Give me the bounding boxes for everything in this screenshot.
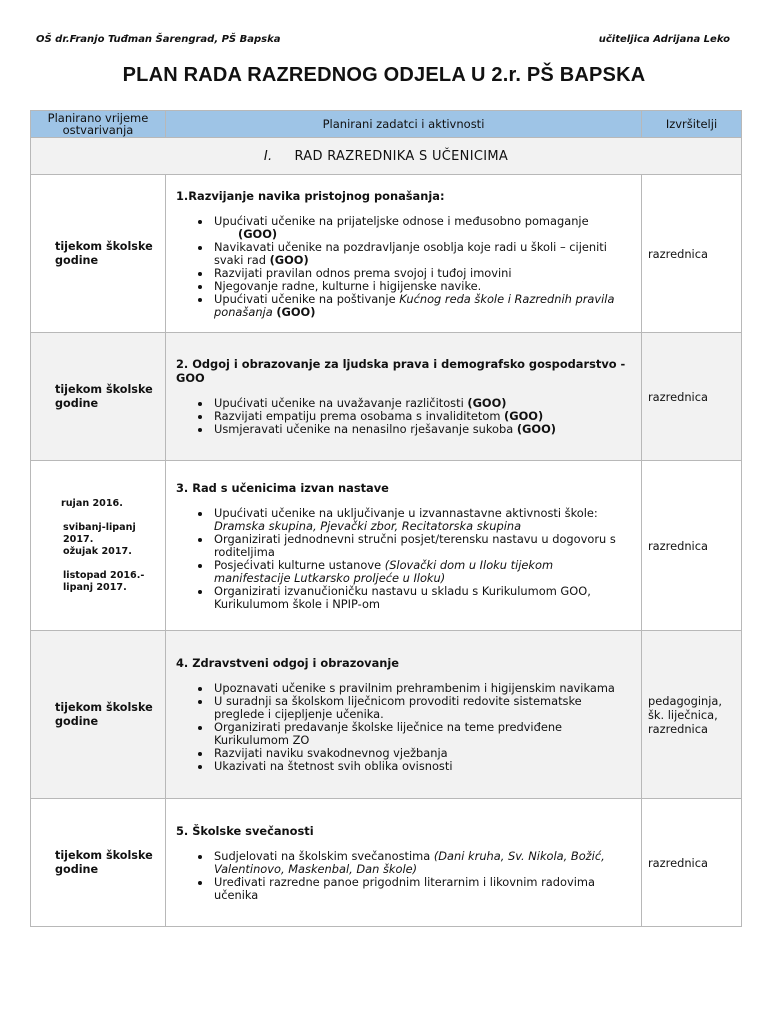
list-item: • Posjećivati kulturne ustanove (Slovački dom u Iloku tijekom manifestacije Lutkarsko proljeće u Iloku) (212, 559, 633, 585)
table-row (31, 799, 742, 927)
list-item: • Organizirati predavanje školske liječnice na teme predviđene Kurikulumom ZO (212, 721, 633, 747)
who-cell: razrednica (642, 333, 742, 461)
page-title: PLAN RADA RAZREDNOG ODJELA U 2.r. PŠ BAPSKA (122, 64, 646, 86)
section-title (31, 138, 742, 175)
section-label: RAD RAZREDNIKA S UČENICIMA (294, 148, 509, 164)
section-row (31, 138, 742, 175)
date-label: ožujak 2017. (63, 545, 132, 557)
who-cell: pedagoginja, šk. liječnica, razrednica (642, 631, 742, 799)
list-item: • Navikavati učenike na pozdravljanje osoblja koje radi u školi – cijeniti svaki rad (GOO) (212, 241, 633, 267)
task-title: 4. Zdravstveni odgoj i obrazovanje (176, 656, 400, 670)
list-item: • Ukazivati na štetnost svih oblika ovisnosti (212, 760, 633, 773)
who-cell: razrednica (642, 461, 742, 631)
plan-table (30, 110, 742, 927)
tasks-cell (166, 631, 642, 799)
list-item: • Usmjeravati učenike na nenasilno rješavanje sukoba (GOO) (212, 423, 633, 436)
table-row (31, 333, 742, 461)
tasks-cell (166, 799, 642, 927)
column-header-time: Planirano vrijeme ostvarivanja (31, 111, 166, 138)
list-item: • Razvijati pravilan odnos prema svojoj i tuđoj imovini (212, 267, 633, 280)
task-list (176, 682, 633, 773)
task-list (176, 215, 633, 319)
header-teacher: učiteljica Adrijana Leko (598, 34, 730, 45)
tasks-cell (166, 461, 642, 631)
task-title: 2. Odgoj i obrazovanje za ljudska prava i demografsko gospodarstvo - GOO (176, 357, 626, 385)
list-item: • Njegovanje radne, kulturne i higijenske navike. (212, 280, 633, 293)
date-label: svibanj-lipanj 2017. (63, 521, 136, 545)
time-cell (31, 461, 166, 631)
task-list (176, 850, 633, 902)
time-cell: tijekom školske godine (31, 799, 166, 927)
date-label: listopad 2016.- lipanj 2017. (63, 569, 145, 593)
list-item: • Razvijati naviku svakodnevnog vježbanja (212, 747, 633, 760)
time-cell: tijekom školske godine (31, 333, 166, 461)
list-item: • Upućivati učenike na prijateljske odnose i međusobno pomaganje (GOO) (212, 215, 633, 241)
time-cell: tijekom školske godine (31, 631, 166, 799)
list-item: • Razvijati empatiju prema osobama s invaliditetom (GOO) (212, 410, 633, 423)
list-item: • Upoznavati učenike s pravilnim prehrambenim i higijenskim navikama (212, 682, 633, 695)
list-item: • Organizirati jednodnevni stručni posjet/terensku nastavu u dogovoru s roditeljima (212, 533, 633, 559)
list-item: • Uređivati razredne panoe prigodnim literarnim i likovnim radovima učenika (212, 876, 633, 902)
tasks-cell (166, 175, 642, 333)
list-item: • U suradnji sa školskom liječnicom provoditi redovite sistematske preglede i cijepljenje učenika. (212, 695, 633, 721)
column-header-who: Izvršitelji (642, 111, 742, 138)
task-list (176, 397, 633, 436)
column-header-tasks: Planirani zadatci i aktivnosti (166, 111, 642, 138)
list-item: • Upućivati učenike na uvažavanje različitosti (GOO) (212, 397, 633, 410)
task-list (176, 507, 633, 611)
header-school: OŠ dr.Franjo Tuđman Šarengrad, PŠ Bapska (36, 34, 281, 45)
task-title: 1.Razvijanje navika pristojnog ponašanja: (176, 188, 445, 203)
table-header-row (31, 111, 742, 138)
list-item: • Upućivati učenike na poštivanje Kućnog reda škole i Razrednih pravila ponašanja (GOO) (212, 293, 633, 319)
time-cell: tijekom školske godine (31, 175, 166, 333)
list-item: • Sudjelovati na školskim svečanostima (Dani kruha, Sv. Nikola, Božić, Valentinovo, Maskenbal, Dan škole) (212, 850, 633, 876)
task-title: 5. Školske svečanosti (176, 823, 314, 838)
task-title: 3. Rad s učenicima izvan nastave (176, 480, 389, 495)
table-row (31, 175, 742, 333)
list-item: • Upućivati učenike na uključivanje u izvannastavne aktivnosti škole: Dramska skupina, Pjevački zbor, Recitatorska skupina (212, 507, 633, 533)
who-cell: razrednica (642, 175, 742, 333)
list-item: • Organizirati izvanučioničku nastavu u skladu s Kurikulumom GOO, Kurikulumom škole i NPIP-om (212, 585, 633, 611)
table-row (31, 461, 742, 631)
section-number: I. (263, 148, 273, 164)
date-label: rujan 2016. (61, 497, 123, 509)
who-cell: razrednica (642, 799, 742, 927)
table-row (31, 631, 742, 799)
tasks-cell (166, 333, 642, 461)
